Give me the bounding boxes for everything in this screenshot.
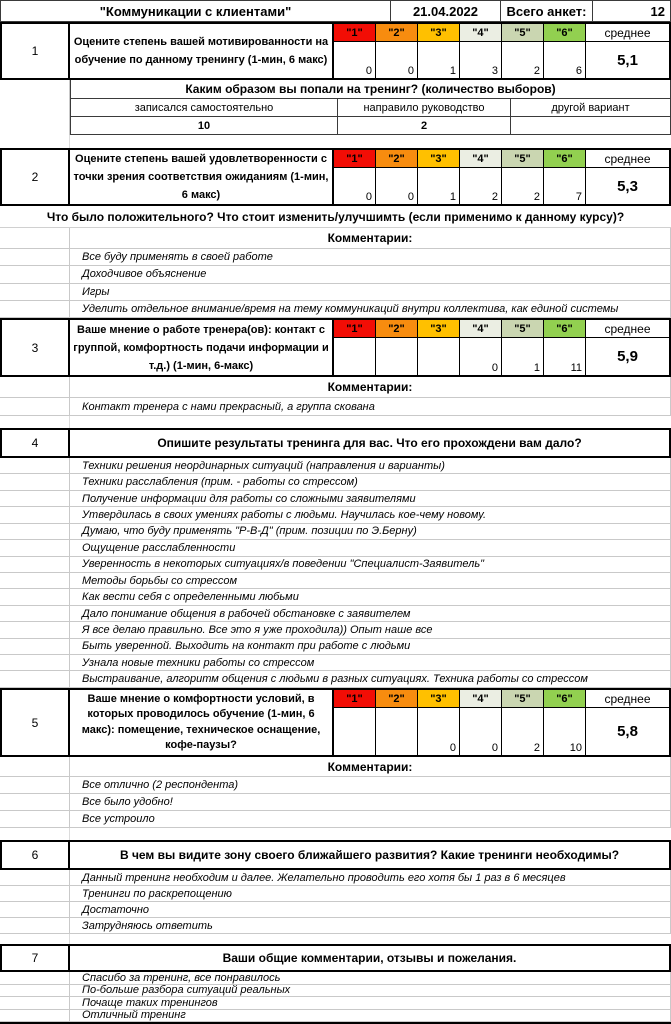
row-number-gutter (0, 99, 70, 117)
row-number-gutter (0, 639, 70, 655)
spacer-row (0, 934, 671, 944)
question-1-average-value: 5,1 (617, 51, 638, 69)
comments-title: Комментарии: (70, 757, 671, 777)
rating-scale-cell: "1" (334, 320, 376, 338)
comment-row (0, 458, 671, 474)
comment-text: Уверенность в некоторых ситуациях/в поведении "Специалист-Заявитель" (70, 557, 671, 573)
comment-text: Все буду применять в своей работе (70, 249, 671, 266)
rating-count-cell: 0 (376, 168, 418, 204)
row-number-gutter (0, 491, 70, 507)
how-option-labels-row (0, 99, 671, 117)
question-2-average-column (586, 150, 669, 204)
row-number-gutter (0, 589, 70, 605)
question-5-number: 5 (2, 690, 70, 755)
rating-scale-cell: "6" (544, 320, 586, 338)
rating-scale-header (334, 24, 586, 42)
rating-scale-cell: "2" (376, 690, 418, 708)
rating-scale-cell: "3" (418, 690, 460, 708)
row-number-gutter (0, 398, 70, 416)
question-7-text: Ваши общие комментарии, отзывы и пожелания. (222, 951, 517, 965)
comment-text: Думаю, что буду применять "Р-В-Д" (прим. позиции по Э.Берну) (70, 524, 671, 540)
question-3-comments (0, 398, 671, 416)
comment-row (0, 972, 671, 985)
comment-row (0, 573, 671, 589)
row-number-gutter (0, 811, 70, 828)
comment-row (0, 249, 671, 266)
row-number-gutter (0, 524, 70, 540)
comment-text: Выстраивание, алгоритм общения с людьми в разных ситуациях. Техника работы со стрессом (70, 671, 671, 687)
row-number-gutter (0, 622, 70, 638)
question-5-average-column (586, 690, 669, 755)
rating-count-cell: 0 (334, 42, 376, 78)
question-4-number: 4 (2, 430, 70, 456)
comment-text: Утвердилась в своих умениях работы с людьми. Научилась кое-чему новому. (70, 507, 671, 523)
row-number-gutter (0, 997, 70, 1010)
rating-scale-cell: "4" (460, 24, 502, 42)
rating-count-cell: 0 (460, 338, 502, 375)
comment-text: Техники расслабления (прим. - работы со стрессом) (70, 474, 671, 490)
row-number-gutter (0, 228, 70, 249)
how-option-value: 2 (337, 117, 510, 135)
comment-text: Затрудняюсь ответить (70, 918, 671, 934)
comment-text: Спасибо за тренинг, все понравилось (70, 972, 671, 985)
comment-text: Почаще таких тренингов (70, 997, 671, 1010)
rating-scale-cell: "6" (544, 150, 586, 168)
question-6-text: В чем вы видите зону своего ближайшего развития? Какие тренинги необходимы? (119, 848, 620, 862)
question-7-number: 7 (2, 946, 70, 970)
question-2-average-value: 5,3 (617, 177, 638, 195)
comment-row (0, 540, 671, 556)
comment-text: По-больше разбора ситуаций реальных (70, 985, 671, 998)
comment-text: Методы борьбы со стрессом (70, 573, 671, 589)
comment-row (0, 1010, 671, 1023)
comment-text: Получение информации для работы со сложными заявителями (70, 491, 671, 507)
row-number-gutter (0, 606, 70, 622)
question-5-text: Ваше мнение о комфортности условий, в которых проводилось обучение (1-мин, 6 макс): помещение, техническое оснащение, кофе-паузы? (70, 690, 334, 755)
rating-scale-cell: "2" (376, 320, 418, 338)
row-number-gutter (0, 377, 70, 398)
comment-row (0, 398, 671, 416)
rating-scale-cell: "1" (334, 24, 376, 42)
rating-count-cell: 7 (544, 168, 586, 204)
comment-row (0, 639, 671, 655)
question-1-text: Оцените степень вашей мотивированности на обучение по данному тренингу (1-мин, 6 макс) (70, 24, 334, 78)
total-surveys-label: Всего анкет: (500, 1, 592, 21)
comment-text: Ощущение расслабленности (70, 540, 671, 556)
comment-text: Достаточно (70, 902, 671, 918)
rating-scale-cell: "3" (418, 320, 460, 338)
question-1-average-column (586, 24, 669, 78)
question-1-number: 1 (2, 24, 70, 78)
rating-count-cell (376, 708, 418, 755)
rating-count-cell: 2 (460, 168, 502, 204)
comment-text: Игры (70, 284, 671, 301)
comment-text: Узнала новые техники работы со стрессом (70, 655, 671, 671)
comment-row (0, 902, 671, 918)
average-label: среднее (586, 150, 669, 168)
rating-scale-cell: "2" (376, 24, 418, 42)
rating-count-cell (418, 338, 460, 375)
rating-count-cell (334, 708, 376, 755)
comments-title-row (0, 377, 671, 398)
row-number-gutter (0, 573, 70, 589)
rating-scale-cell: "3" (418, 150, 460, 168)
comment-text: Все было удобно! (70, 794, 671, 811)
question-3-average-value: 5,9 (617, 348, 638, 365)
rating-scale-cell: "6" (544, 24, 586, 42)
question-2-text: Оцените степень вашей удовлетворенности с точки зрения соответствия ожиданиям (1-мин, 6 макс) (70, 150, 334, 204)
question-5-average-value: 5,8 (617, 723, 638, 740)
comment-text: Данный тренинг необходим и далее. Желательно проводить его хотя бы 1 раз в 6 месяцев (70, 870, 671, 886)
comment-row (0, 589, 671, 605)
row-number-gutter (0, 1010, 70, 1023)
rating-count-cell: 2 (502, 708, 544, 755)
comment-text: Быть уверенной. Выходить на контакт при работе с людьми (70, 639, 671, 655)
comments-title: Комментарии: (70, 377, 671, 398)
comment-row (0, 655, 671, 671)
comment-row (0, 622, 671, 638)
report-header (0, 0, 671, 22)
rating-count-cell: 2 (502, 168, 544, 204)
average-label: среднее (586, 320, 669, 338)
rating-count-cell: 11 (544, 338, 586, 375)
comment-row (0, 918, 671, 934)
comments-title: Комментарии: (70, 228, 671, 249)
rating-count-cell: 1 (502, 338, 544, 375)
rating-scale-header (334, 320, 586, 338)
rating-scale-cell: "6" (544, 690, 586, 708)
how-option-label: записался самостоятельно (70, 99, 337, 117)
how-option-value: 10 (70, 117, 337, 135)
question-3-text: Ваше мнение о работе тренера(ов): контакт с группой, комфортность подачи информации и т.д.) (1-мин, 6-макс) (70, 320, 334, 375)
spacer-row (0, 828, 671, 840)
question-6-block (0, 840, 671, 870)
average-label: среднее (586, 690, 669, 708)
rating-count-cell: 10 (544, 708, 586, 755)
row-number-gutter (0, 249, 70, 266)
spacer-row (0, 416, 671, 428)
question-4-text: Опишите результаты тренинга для вас. Что его прохождени вам дало? (157, 436, 582, 450)
rating-count-cell: 2 (502, 42, 544, 78)
rating-scale-cell: "2" (376, 150, 418, 168)
average-label: среднее (586, 24, 669, 42)
rating-count-cell (376, 338, 418, 375)
how-option-values-row (0, 117, 671, 135)
question-3-number: 3 (2, 320, 70, 375)
question-6-number: 6 (2, 842, 70, 868)
comment-text: Дало понимание общения в рабочей обстановке с заявителем (70, 606, 671, 622)
rating-count-cell: 0 (460, 708, 502, 755)
comment-row (0, 870, 671, 886)
rating-scale-cell: "4" (460, 320, 502, 338)
comment-row (0, 811, 671, 828)
row-number-gutter (0, 918, 70, 934)
comment-text: Уделить отдельное внимание/время на тему коммуникаций внутри коллектива, как единой системы (70, 301, 671, 318)
comment-row (0, 557, 671, 573)
rating-scale-cell: "5" (502, 690, 544, 708)
comment-row (0, 524, 671, 540)
question-7-block (0, 944, 671, 972)
row-number-gutter (0, 886, 70, 902)
row-number-gutter (0, 284, 70, 301)
comment-row (0, 284, 671, 301)
question-5-rating-values (334, 708, 586, 755)
comment-row (0, 507, 671, 523)
comment-row (0, 606, 671, 622)
rating-count-cell (334, 338, 376, 375)
rating-scale-header (334, 150, 586, 168)
comment-text: Техники решения неординарных ситуаций (направления и варианты) (70, 458, 671, 474)
question-4-comments (0, 458, 671, 688)
rating-scale-cell: "1" (334, 150, 376, 168)
row-number-gutter (0, 777, 70, 794)
row-number-gutter (0, 794, 70, 811)
report-title: "Коммуникации с клиентами" (0, 1, 390, 21)
row-number-gutter (0, 474, 70, 490)
how-option-label: другой вариант (510, 99, 671, 117)
question-3-average-column (586, 320, 669, 375)
question-3-rating-values (334, 338, 586, 375)
row-number-gutter (0, 655, 70, 671)
comments-title-row (0, 757, 671, 777)
rating-count-cell: 3 (460, 42, 502, 78)
question-1-block (0, 22, 671, 80)
row-number-gutter (0, 557, 70, 573)
question-2-comments (0, 249, 671, 318)
how-option-value (510, 117, 671, 135)
report-date: 21.04.2022 (390, 1, 500, 21)
row-number-gutter (0, 902, 70, 918)
comment-row (0, 301, 671, 318)
question-2-rating-values (334, 168, 586, 204)
question-1-rating-values (334, 42, 586, 78)
comments-title-row (0, 228, 671, 249)
comment-row (0, 491, 671, 507)
comment-row (0, 777, 671, 794)
question-2-rating-grid (334, 150, 586, 204)
comment-text: Отличный тренинг (70, 1010, 671, 1023)
comment-row (0, 985, 671, 998)
question-1-rating-grid (334, 24, 586, 78)
comment-text: Все устроило (70, 811, 671, 828)
row-number-gutter (0, 458, 70, 474)
comment-row (0, 997, 671, 1010)
rating-count-cell: 6 (544, 42, 586, 78)
question-2-block (0, 148, 671, 206)
comment-row (0, 794, 671, 811)
comment-text: Все отлично (2 респондента) (70, 777, 671, 794)
question-4-block (0, 428, 671, 458)
rating-scale-cell: "5" (502, 320, 544, 338)
row-number-gutter (0, 671, 70, 687)
comment-row (0, 266, 671, 283)
question-5-comments (0, 777, 671, 828)
question-3-rating-grid (334, 320, 586, 375)
rating-count-cell: 0 (418, 708, 460, 755)
how-section-title: Каким образом вы попали на тренинг? (количество выборов) (70, 80, 671, 99)
question-3-block (0, 318, 671, 377)
total-surveys-value: 12 (592, 1, 671, 21)
rating-scale-cell: "4" (460, 690, 502, 708)
rating-count-cell: 1 (418, 168, 460, 204)
row-number-gutter (0, 540, 70, 556)
spacer-row (0, 135, 671, 148)
row-number-gutter (0, 80, 70, 99)
rating-scale-cell: "4" (460, 150, 502, 168)
comment-text: Тренинги по раскрепощению (70, 886, 671, 902)
question-5-block (0, 688, 671, 757)
rating-scale-header (334, 690, 586, 708)
comment-text: Как вести себя с определенными любьми (70, 589, 671, 605)
rating-count-cell: 1 (418, 42, 460, 78)
row-number-gutter (0, 301, 70, 318)
how-option-label: направило руководство (337, 99, 510, 117)
comment-row (0, 671, 671, 687)
row-number-gutter (0, 757, 70, 777)
comment-text: Контакт тренера с нами прекрасный, а группа скована (70, 398, 671, 416)
rating-scale-cell: "5" (502, 150, 544, 168)
rating-scale-cell: "3" (418, 24, 460, 42)
row-number-gutter (0, 117, 70, 135)
rating-count-cell: 0 (334, 168, 376, 204)
question-5-rating-grid (334, 690, 586, 755)
question-2-number: 2 (2, 150, 70, 204)
comment-text: Я все делаю правильно. Все это я уже проходила)) Опыт наше все (70, 622, 671, 638)
comment-row (0, 474, 671, 490)
comment-text: Доходчивое объяснение (70, 266, 671, 283)
comment-row (0, 886, 671, 902)
row-number-gutter (0, 972, 70, 985)
question-7-comments (0, 972, 671, 1024)
how-section-header-row (0, 80, 671, 99)
rating-scale-cell: "5" (502, 24, 544, 42)
rating-scale-cell: "1" (334, 690, 376, 708)
row-number-gutter (0, 870, 70, 886)
row-number-gutter (0, 266, 70, 283)
row-number-gutter (0, 985, 70, 998)
rating-count-cell: 0 (376, 42, 418, 78)
row-number-gutter (0, 507, 70, 523)
question-6-comments (0, 870, 671, 934)
positives-section-title: Что было положительного? Что стоит изменить/улучшимть (если применимо к данному курсу)? (0, 206, 671, 228)
